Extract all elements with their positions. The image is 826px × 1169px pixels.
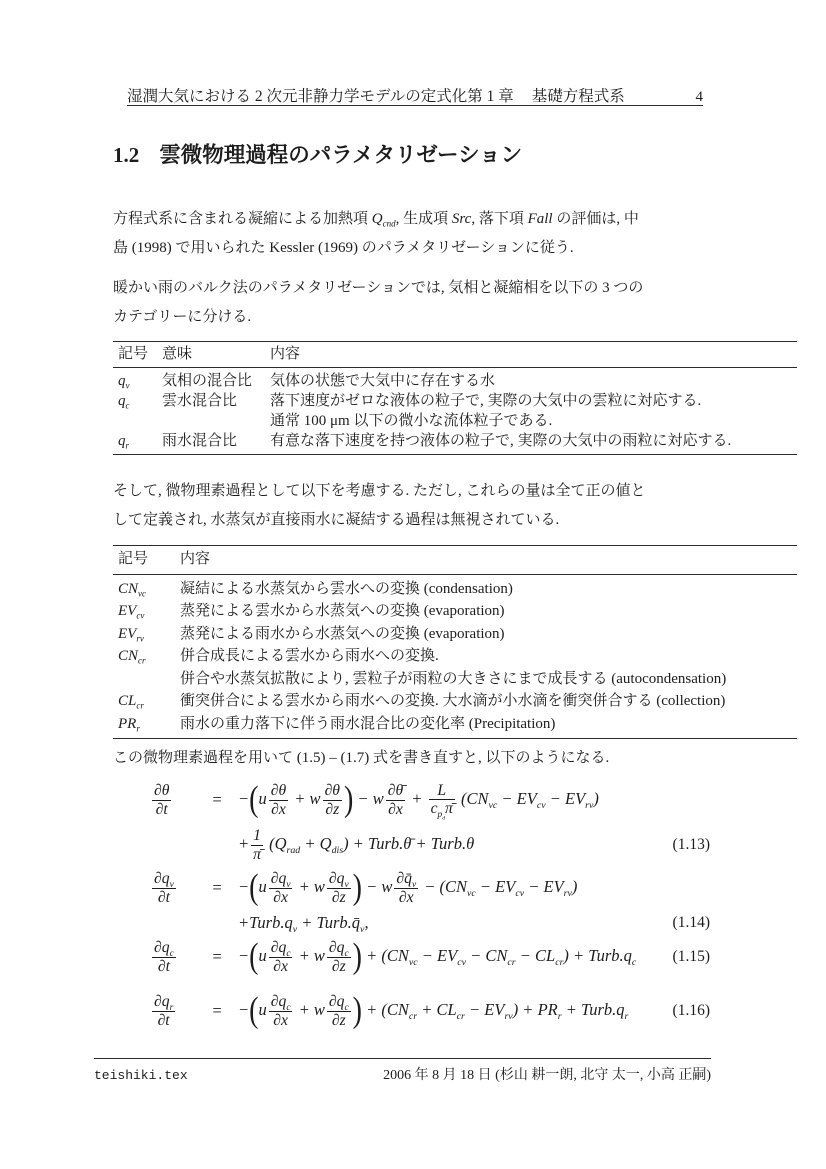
subscript: c [344,948,349,959]
inline-math: Fall [527,211,553,227]
subscript: vc [408,956,418,968]
subscript: vc [138,588,147,599]
equation-rhs: −(u $\frac{\partial\theta}{\partial x}$ + w $\frac{\partial\theta}{\partial z}$ ) − w $\frac{\partial\thetā}{\partial x}$ + $\frac{L}{c_{p_d}\pī}$ $(CN_{vc} - EV_{cv} - EV_{rv})$ [238,779,599,822]
fraction-denominator: ∂t [152,800,171,819]
equation-row [150,775,710,825]
description-line: 落下速度がゼロな液体の粒子で, 実際の大気中の雲粒に対応する. [270,393,702,409]
equation-row [150,865,710,911]
subscript: v [286,879,291,890]
description-line: 蒸発による雨水から水蒸気への変換 (evaporation) [180,625,505,642]
table-row [113,600,797,623]
table-body [113,575,797,739]
table-header-description: 内容 [270,346,301,362]
fraction [152,782,171,818]
table-cell-symbol: $EV_{cv}$ [118,603,145,621]
footer-filename: teishiki.tex [94,1068,188,1083]
page-header [127,84,703,106]
table-cell-symbol: $q_v$ [118,373,130,391]
description-line: 通常 100 μm 以下の微小な流体粒子である. [270,413,553,429]
subscript: vc [467,887,476,899]
fraction-numerator: ∂θ [270,781,287,799]
table-cell-symbol: $PR_r$ [118,715,140,734]
equation-number: (1.16) [672,1002,710,1019]
paragraph-evaluation-terms [113,205,639,262]
paragraph-line: して定義され, 水蒸気が直接雨水に凝結する過程は無視されている. [113,511,560,528]
fraction-denominator: ∂t [152,1011,175,1030]
subscript: c [286,1002,291,1013]
fraction [152,939,176,975]
header-chapter-title: 基礎方程式系 [531,88,625,105]
equation-row [150,825,710,865]
equation-rhs: $+Turb.q_v$ + $Turb.q̄_v$, [238,913,369,935]
table-row [113,690,797,713]
fraction-denominator: π̄ [253,845,261,863]
big-paren-left: ( [249,779,259,820]
table-body [113,368,797,454]
fraction-denominator: ∂x [269,888,293,907]
subscript: rv [585,799,594,811]
table-cell-description [180,713,555,736]
description-line: 雨水の重力落下に伴う雨水混合比の変化率 (Precipitation) [180,715,556,732]
subscript: r [125,440,130,451]
fraction-denominator: $c_{p_d}\pī$ [430,800,453,822]
subscript: c [169,948,174,959]
page-footer [94,1064,711,1084]
subscript: rv [136,633,144,644]
table-row [113,371,797,391]
subscript: v [344,879,349,890]
fraction [327,939,351,975]
section-title: 雲微物理過程のパラメタリゼーション [159,143,523,167]
fraction-denominator: ∂x [269,957,293,976]
subscript: v [411,879,417,890]
table-cell-symbol: $q_c$ [118,393,130,411]
fraction [152,993,175,1029]
subscript: v [125,380,130,391]
paragraph-line: カテゴリーに分ける. [113,308,252,325]
subscript: v [169,879,174,890]
fraction [323,782,342,818]
equation [150,989,710,1033]
description-line: 衝突併合による雲水から雨水への変換. 大水滴が小水滴を衝突併合する (collection) [180,693,726,709]
equation-number: (1.14) [672,914,710,931]
fraction-denominator: ∂z [323,800,342,819]
section-number: 1.2 [113,143,140,167]
table-row [113,713,797,736]
table-header-description: 内容 [180,551,211,567]
header-rule [127,105,703,106]
big-paren-left: ( [249,867,259,908]
equation-number: (1.13) [672,836,710,853]
table-header-symbol: 記号 [118,346,149,362]
fraction [429,781,455,822]
description-line: 気体の状態で大気中に存在する水 [270,373,496,389]
subscript: c [631,956,637,968]
fraction [327,870,351,906]
table-header-row [113,342,797,368]
table-cell-meaning: 気相の混合比 [162,373,253,389]
fraction [394,870,418,906]
equation-lhs [150,939,196,975]
subscript: d [442,815,446,822]
table-cell-description [180,600,505,623]
fraction [152,870,176,906]
fraction-numerator: L [437,781,447,799]
subscript: cr [136,700,144,711]
big-paren-left: ( [249,990,259,1031]
subscript: r [624,1010,629,1022]
big-paren-right: ) [352,990,362,1031]
subscript: cr [555,956,564,968]
table-cell-description [180,690,725,713]
fraction-numerator: $\partial q_r$ [154,992,174,1013]
equation [150,935,710,979]
big-paren-right: ) [352,867,362,908]
description-line: 凝結による水蒸気から雲水への変換 (condensation) [180,580,513,597]
table-row [113,391,797,431]
equation-lhs [150,782,196,818]
equation-rhs: −(u $\frac{\partial q_c}{\partial x}$ + w $\frac{\partial q_c}{\partial z}$ ) + $(CN_{cr} + CL_{cr} - EV_{rv}) + PR_r$ + $Turb.q_r$ [238,990,629,1031]
section-heading [113,138,522,169]
equation-relation: = [211,947,223,966]
paragraph-line: 方程式系に含まれる凝縮による加熱項 $Q_{cnd}$, 生成項 Src, 落下項 Fall の評価は, 中 [113,211,639,229]
subscript: c [286,948,291,959]
fraction-denominator: ∂x [269,800,288,819]
symbol-table-processes [113,545,797,739]
fraction-numerator: 1 [253,826,261,844]
fraction-denominator: ∂z [327,888,351,907]
header-page-number: 4 [695,89,703,105]
subscript: cnd [382,218,396,229]
equations-block [150,775,710,1033]
paragraph-line: そして, 微物理素過程として以下を考慮する. ただし, これらの量は全て正の値と [113,483,646,499]
inline-math: Src [451,211,472,227]
symbol-table-categories [113,341,797,455]
paragraph-process-note [113,477,646,534]
subscript: cr [507,956,516,968]
subscript: rv [563,887,572,899]
equation-relation: = [211,878,223,897]
table-cell-description [270,371,495,391]
subscript: r [557,1010,562,1022]
fraction-numerator: $\partial q̄_v$ [396,869,417,890]
subscript: c [125,400,130,411]
paragraph-line: この微物理素過程を用いて (1.5) – (1.7) 式を書き直すと, 以下のようになる. [113,750,610,766]
subscript: cr [456,1010,465,1022]
table-row [113,623,797,646]
header-title: 湿潤大気における 2 次元非静力学モデルの定式化 [127,88,468,105]
subscript: dis [331,844,344,856]
description-line: 有意な落下速度を持つ液体の粒子で, 実際の大気中の雨粒に対応する. [270,433,732,449]
equation-number: (1.15) [672,948,710,965]
paragraph-line: 島 (1998) で用いられた Kessler (1969) のパラメタリゼーションに従う. [113,239,574,256]
fraction-numerator: $\partial q_v$ [270,869,291,890]
fraction-numerator: $\partial q_c$ [270,938,291,959]
paragraph-rewrite-intro [113,744,609,773]
table-row [113,578,797,601]
subscript: v [292,923,298,935]
footer-date: 2006 年 8 月 18 日 (杉山 耕一朗, 北守 太一, 小高 正嗣) [383,1068,711,1083]
subscript: cv [536,799,546,811]
fraction-numerator: $\partial q_c$ [328,938,349,959]
big-paren-right: ) [352,936,362,977]
fraction [327,993,351,1029]
inline-math: $Q_{cnd}$ [371,211,396,229]
table-row [113,645,797,690]
paragraph-bulk-categories [113,274,643,331]
table-cell-symbol: $CL_{cr}$ [118,693,144,711]
subscript: c [344,1002,349,1013]
table-cell-meaning: 雲水混合比 [162,393,238,409]
header-chapter: 第 1 章 [467,88,514,105]
subscript: vc [488,799,498,811]
fraction-numerator: $\partial q_c$ [154,938,174,959]
fraction [269,939,293,975]
fraction-numerator: ∂θ [154,781,170,799]
table-cell-description [180,623,505,646]
equation-relation: = [211,1001,223,1020]
equation-row [150,911,710,935]
subscript: rv [504,1010,513,1022]
equation [150,865,710,935]
table-cell-description [180,645,726,690]
table-cell-meaning: 雨水混合比 [162,433,238,449]
fraction-numerator: ∂θ̄ [387,781,404,799]
subscript: r [169,1002,174,1013]
subscript: cv [136,610,145,621]
subscript: v [360,923,365,935]
equation-row [150,935,710,979]
table-cell-description [270,391,701,431]
fraction-denominator: ∂z [327,1011,351,1030]
fraction-numerator: $\partial q_c$ [270,992,291,1013]
equation-rhs: −(u $\frac{\partial q_c}{\partial x}$ + w $\frac{\partial q_c}{\partial z}$ ) + $(CN_{vc} - EV_{cv} - CN_{cr} - CL_{cr})$ + $Turb.q_c$ [238,936,637,977]
fraction [269,782,288,818]
fraction-denominator: ∂x [386,800,405,819]
subscript: r [136,723,140,734]
subscript: cv [515,887,525,899]
subscript: cr [138,655,146,666]
table-cell-symbol: $q_r$ [118,433,130,451]
footer-rule [94,1058,711,1059]
subscript: rad [286,844,301,856]
subscript: cr [408,1010,418,1022]
description-line: 併合成長による雲水から雨水への変換. [180,648,439,664]
equation-rhs: + $\frac{1}{\pī}$ $(Q_{rad} + Q_{dis})$ + Turb.θ̄ + Turb.θ [238,826,475,863]
table-row [113,431,797,451]
equation-lhs [150,870,196,906]
subscript: pd [437,810,446,822]
table-header-meaning: 意味 [162,346,193,362]
fraction [269,870,293,906]
table-cell-description [270,431,731,451]
table-header-row [113,546,797,575]
table-cell-description [180,578,513,601]
fraction-denominator: ∂t [152,888,176,907]
table-header-symbol: 記号 [118,551,149,567]
fraction [386,782,405,818]
equation-relation: = [211,790,223,809]
fraction-numerator: $\partial q_v$ [328,869,349,890]
table-cell-symbol: $CN_{vc}$ [118,580,147,599]
description-line: 蒸発による雲水から水蒸気への変換 (evaporation) [180,603,505,619]
equation-lhs [150,993,196,1029]
big-paren-left: ( [249,936,259,977]
fraction [269,993,293,1029]
fraction-numerator: $\partial q_v$ [154,869,174,890]
equation [150,775,710,865]
description-line: 併合や水蒸気拡散により, 雲粒子が雨粒の大きさにまで成長する (autocondensation) [180,670,727,687]
fraction-numerator: $\partial q_c$ [328,992,349,1013]
paragraph-line: 暖かい雨のバルク法のパラメタリゼーションでは, 気相と凝縮相を以下の 3 つの [113,280,644,296]
fraction [251,827,263,863]
subscript: cv [457,956,466,968]
fraction-denominator: ∂x [269,1011,293,1030]
fraction-denominator: ∂x [394,888,418,907]
big-paren-right: ) [344,779,354,820]
table-cell-symbol: $CN_{cr}$ [118,648,146,666]
equation-row [150,989,710,1033]
fraction-denominator: ∂t [152,957,176,976]
fraction-numerator: ∂θ [324,781,340,799]
table-cell-symbol: $EV_{rv}$ [118,625,144,644]
equation-rhs: −(u $\frac{\partial q_v}{\partial x}$ + w $\frac{\partial q_v}{\partial z}$ ) − w $\frac{\partial q̄_v}{\partial x}$ − $(CN_{vc} - EV_{cv} - EV_{rv})$ [238,867,578,908]
fraction-denominator: ∂z [327,957,351,976]
